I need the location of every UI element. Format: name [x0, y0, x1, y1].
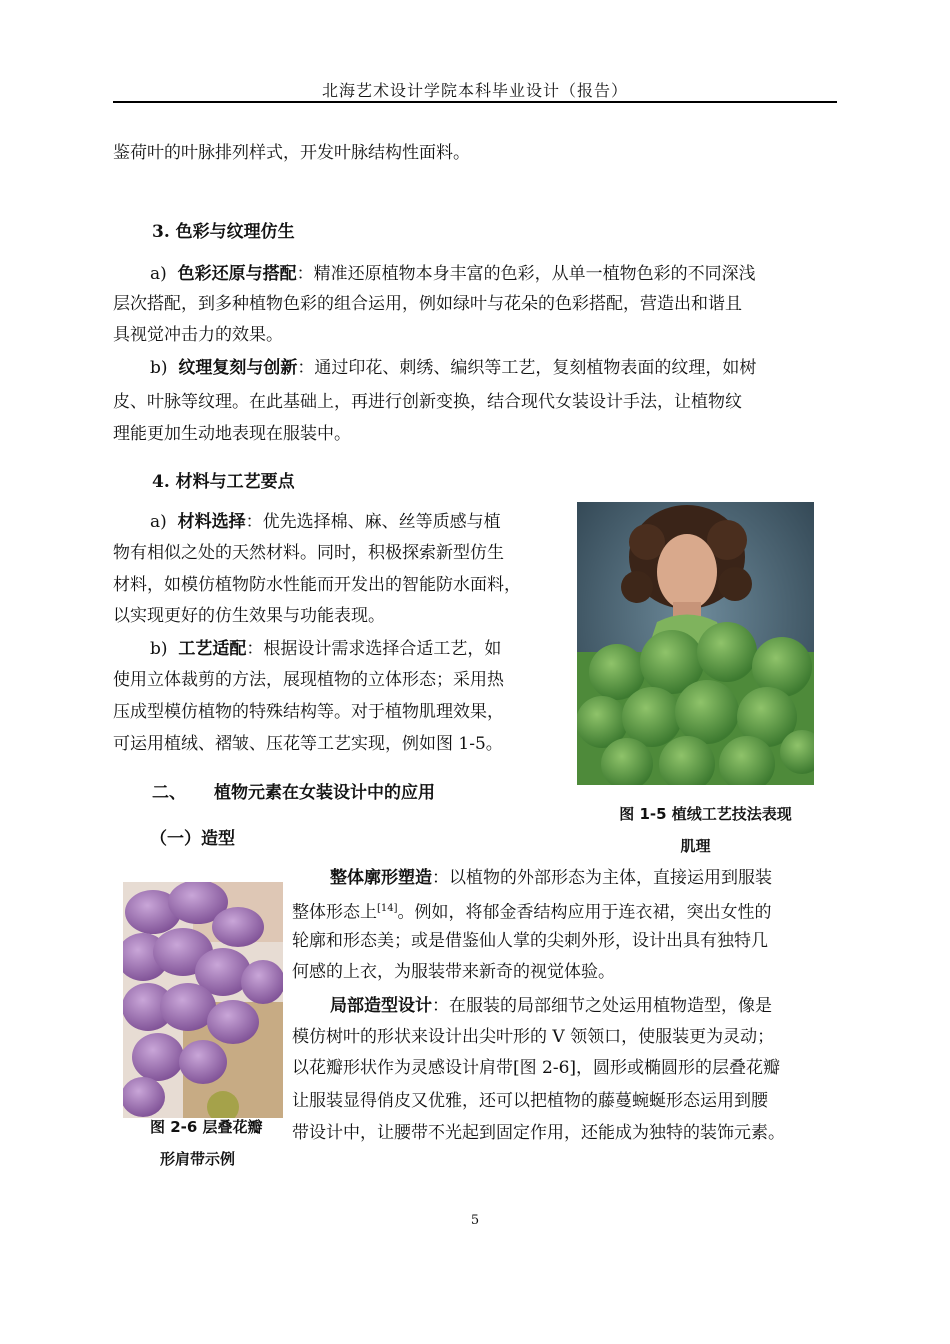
text-run: ：在服装的局部细节之处运用植物造型，像是	[432, 996, 772, 1016]
header-rule	[113, 101, 837, 103]
figure-1-5-caption-cont: 肌理	[680, 837, 711, 855]
paragraph-line	[330, 996, 772, 1016]
text-run: 。例如，将郁金香结构应用于连衣裙，突出女性的	[397, 902, 772, 923]
paragraph-line	[150, 264, 756, 284]
figure-1-5-caption: 图 1-5 植绒工艺技法表现	[619, 805, 792, 823]
list-label: a)	[150, 264, 167, 284]
list-label: b)	[150, 639, 168, 659]
page-number: 5	[470, 1213, 480, 1228]
paragraph-line: 带设计中，让腰带不光起到固定作用，还能成为独特的装饰元素。	[292, 1123, 785, 1143]
paragraph-line	[150, 639, 501, 659]
figure-2-6-caption: 图 2-6 层叠花瓣	[150, 1118, 263, 1136]
term-bold: 局部造型设计	[330, 996, 432, 1016]
paragraph-line: 何感的上衣，为服装带来新奇的视觉体验。	[292, 962, 615, 982]
section-heading-4: 4. 材料与工艺要点	[152, 472, 295, 492]
text-run: ：精准还原植物本身丰富的色彩，从单一植物色彩的不同深浅	[296, 264, 756, 284]
paragraph-line: 可运用植绒、褶皱、压花等工艺实现，例如图 1-5。	[113, 734, 503, 754]
text-run: 整体形态上	[292, 902, 377, 923]
paragraph-line	[150, 358, 756, 378]
figure-2-6-image	[123, 882, 283, 1118]
paragraph-line: 物有相似之处的天然材料。同时，积极探索新型仿生	[113, 543, 504, 563]
paragraph-line: 层次搭配，到多种植物色彩的组合运用，例如绿叶与花朵的色彩搭配，营造出和谐且	[113, 294, 742, 314]
paragraph-line	[292, 899, 772, 923]
list-label: b)	[150, 358, 168, 378]
paragraph-line: 材料，如模仿植物防水性能而开发出的智能防水面料，	[113, 575, 521, 595]
paragraph-line: 轮廓和形态美；或是借鉴仙人掌的尖刺外形，设计出具有独特几	[292, 931, 768, 951]
term-bold: 材料选择	[177, 512, 246, 532]
section-heading-3: 3. 色彩与纹理仿生	[152, 222, 295, 242]
broccoli-garment-photo	[577, 502, 814, 785]
term-bold: 工艺适配	[178, 639, 247, 659]
paragraph-line	[330, 868, 772, 888]
paragraph-line: 压成型模仿植物的特殊结构等。对于植物肌理效果，	[113, 702, 504, 722]
paragraph-line: 使用立体裁剪的方法，展现植物的立体形态；采用热	[113, 670, 504, 690]
paragraph-line: 以花瓣形状作为灵感设计肩带[图 2-6]，圆形或椭圆形的层叠花瓣	[292, 1058, 781, 1078]
text-run: ：优先选择棉、麻、丝等质感与植	[245, 512, 501, 532]
text-run: ：以植物的外部形态为主体，直接运用到服装	[432, 868, 772, 888]
paragraph-line: 皮、叶脉等纹理。在此基础上，再进行创新变换，结合现代女装设计手法，让植物纹	[113, 392, 742, 412]
paragraph-line: 鉴荷叶的叶脉排列样式，开发叶脉结构性面料。	[113, 143, 470, 163]
section-number: 二、	[152, 783, 186, 803]
subsection-heading: （一）造型	[150, 829, 235, 849]
term-bold: 纹理复刻与创新	[178, 358, 298, 378]
paragraph-line: 具视觉冲击力的效果。	[113, 325, 283, 345]
text-run: ：通过印花、刺绣、编织等工艺，复刻植物表面的纹理，如树	[297, 358, 757, 378]
citation-ref: [14]	[377, 903, 398, 914]
term-bold: 色彩还原与搭配	[177, 264, 297, 284]
term-bold: 整体廓形塑造	[330, 868, 432, 888]
text-run: ：根据设计需求选择合适工艺，如	[246, 639, 502, 659]
section-heading-2: 植物元素在女装设计中的应用	[214, 783, 435, 803]
figure-1-5-image	[577, 502, 814, 785]
paragraph-line: 让服装显得俏皮又优雅，还可以把植物的藤蔓蜿蜒形态运用到腰	[292, 1091, 768, 1111]
paragraph-line: 以实现更好的仿生效果与功能表现。	[113, 606, 385, 626]
paragraph-line	[150, 512, 501, 532]
paragraph-line: 模仿树叶的形状来设计出尖叶形的 V 领领口，使服装更为灵动；	[292, 1027, 775, 1047]
page-header: 北海艺术设计学院本科毕业设计（报告）	[321, 81, 628, 100]
figure-2-6-caption-cont: 形肩带示例	[160, 1150, 236, 1168]
paragraph-line: 理能更加生动地表现在服装中。	[113, 424, 351, 444]
petal-shoulder-photo	[123, 882, 283, 1118]
list-label: a)	[150, 512, 167, 532]
